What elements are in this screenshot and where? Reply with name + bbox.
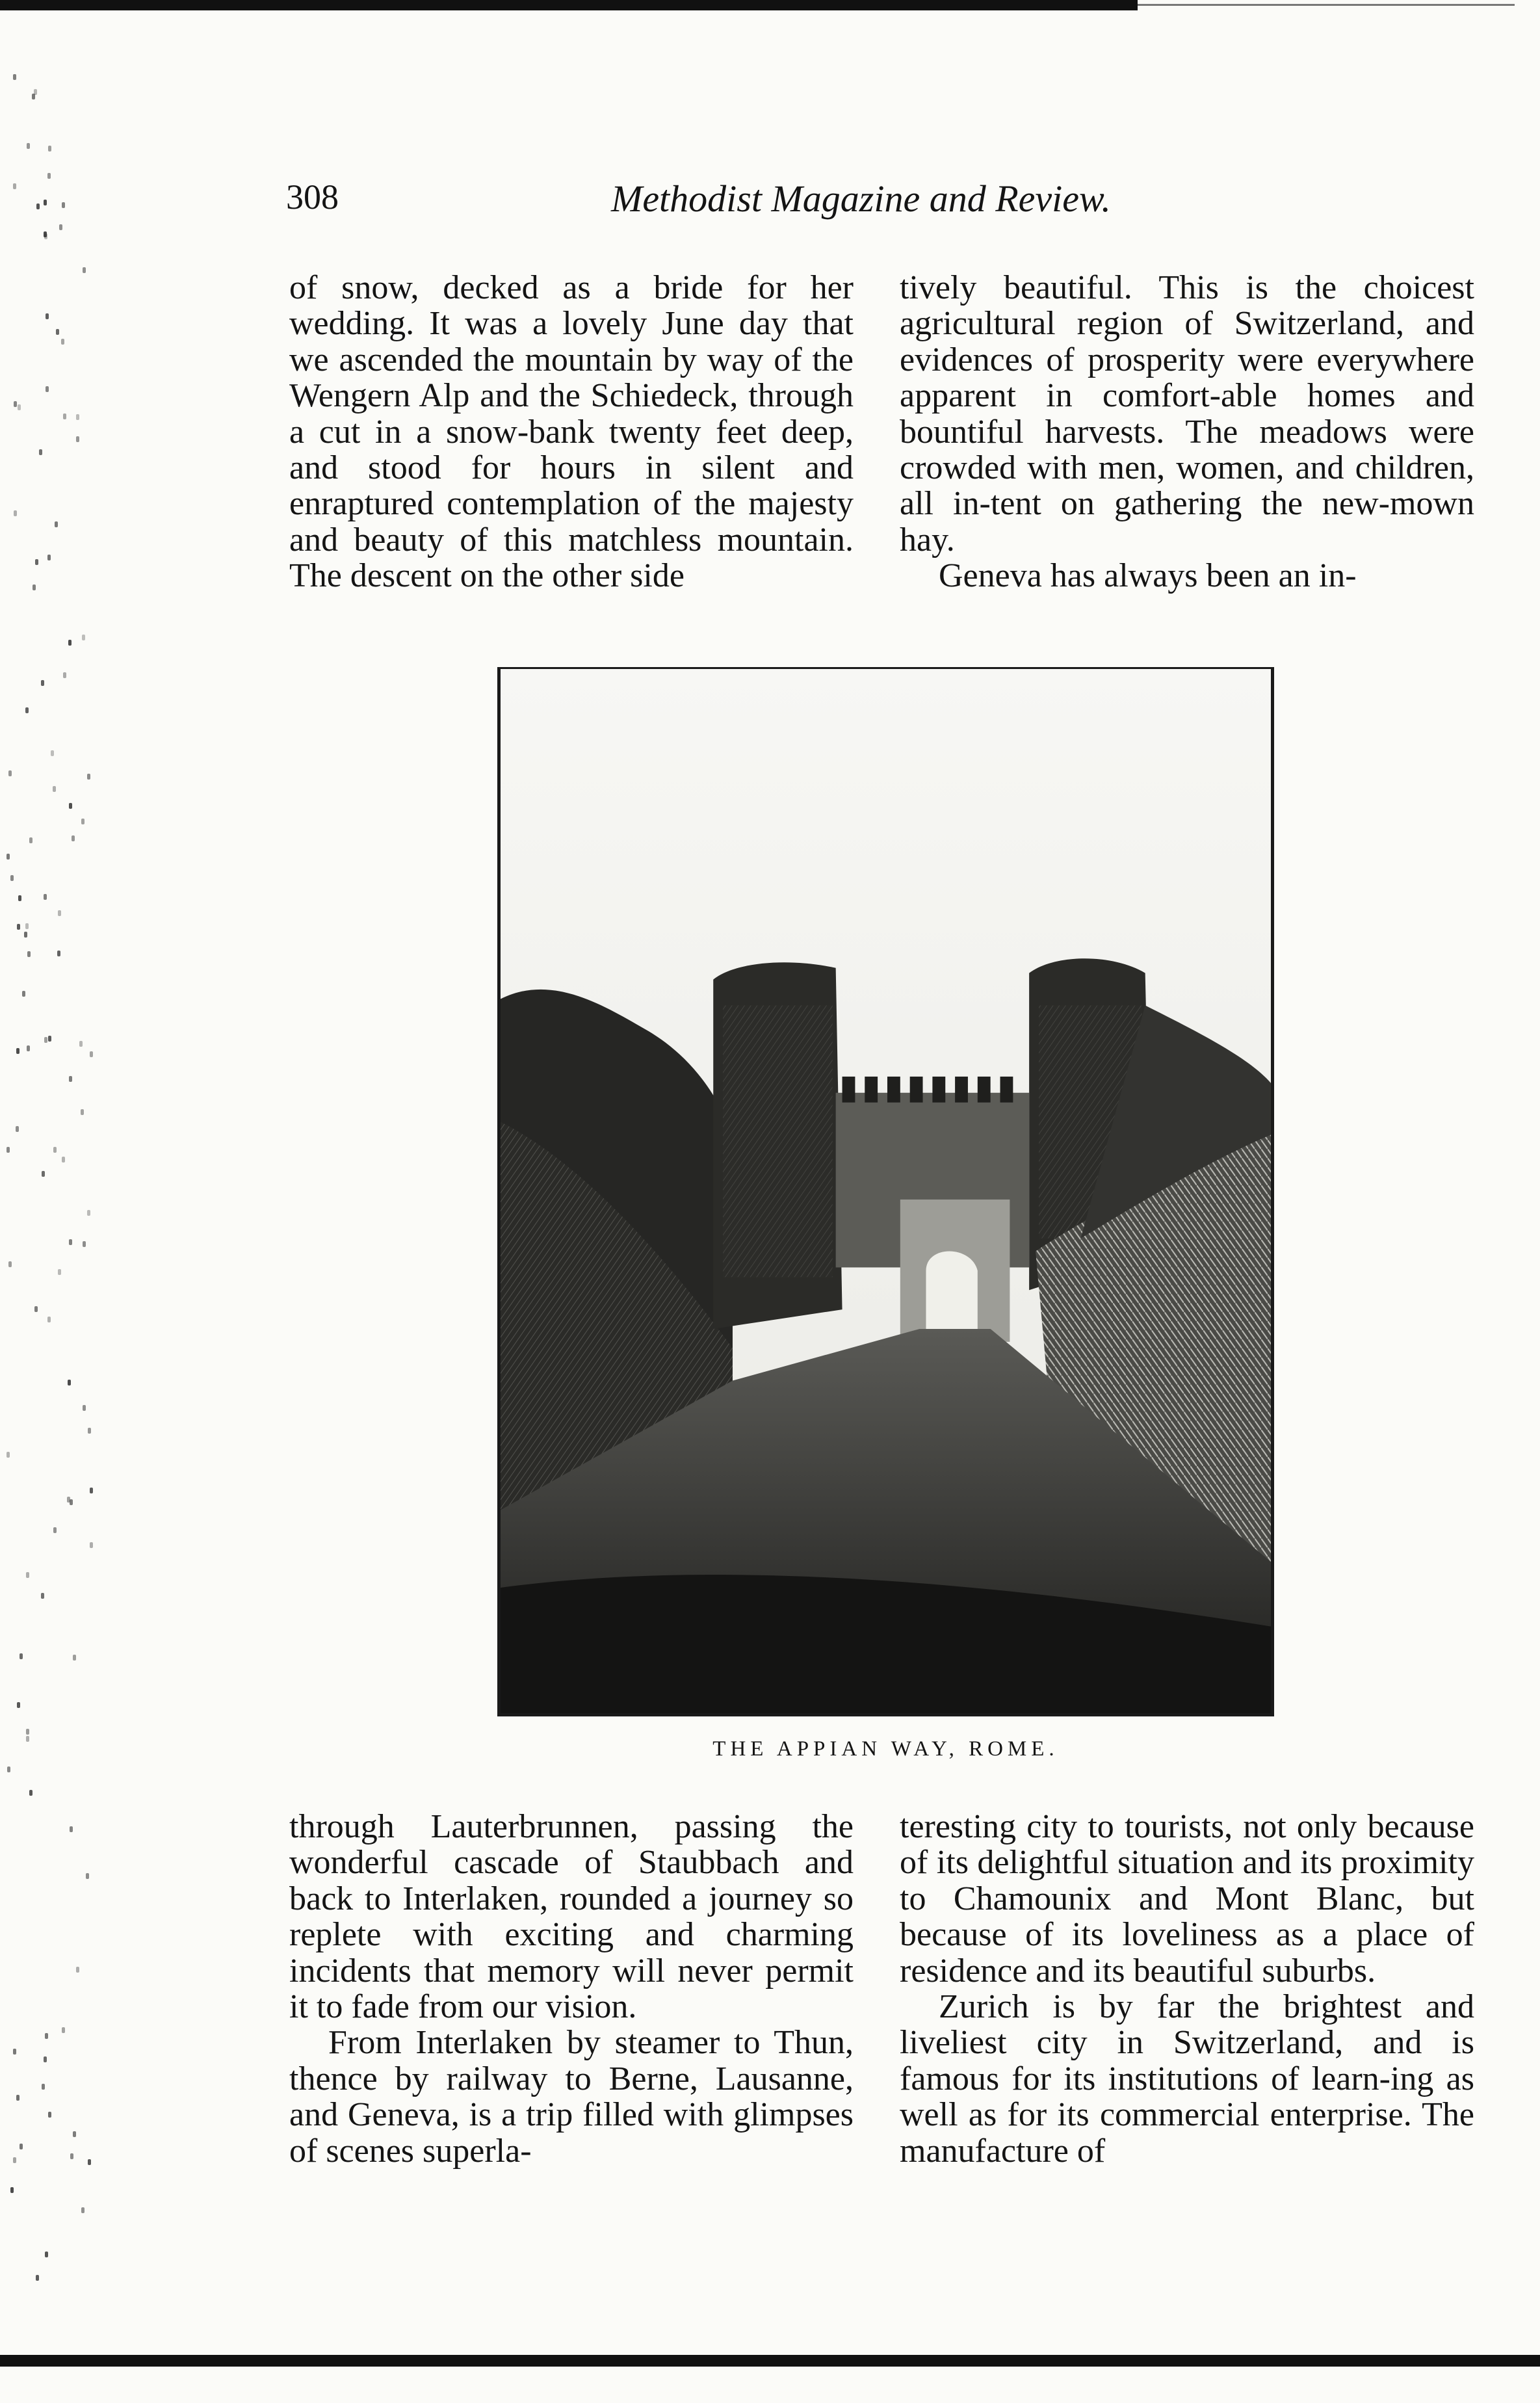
scan-speck: [70, 1826, 73, 1832]
scan-speck: [72, 835, 75, 841]
scan-speck: [42, 1171, 45, 1177]
scan-speck: [14, 510, 17, 516]
scan-speck: [26, 1736, 29, 1742]
scan-speck: [62, 1157, 65, 1162]
scan-speck: [87, 1210, 90, 1216]
scan-speck: [36, 204, 40, 209]
scan-speck: [76, 1967, 79, 1973]
scan-speck: [44, 2056, 47, 2062]
page-number: 308: [286, 177, 339, 217]
scan-speck: [18, 404, 21, 410]
scan-speck: [63, 672, 66, 678]
scan-speck: [51, 750, 54, 756]
scan-speck: [27, 1045, 30, 1051]
bottom-border-rule: [0, 2355, 1540, 2367]
scan-speck: [33, 584, 36, 590]
paragraph: tively beautiful. This is the choicest agricultural region of Switzerland, and evidences of prosperity were everywhere apparent in comfort-able homes and bountiful harvests. The meadows were crowded with men, women, and children, all in-tent on gathering the new-mown hay.: [900, 269, 1474, 558]
scan-speck: [88, 2159, 91, 2165]
scan-speck: [25, 707, 29, 713]
scan-speck: [83, 1405, 86, 1411]
scan-speck: [7, 1766, 10, 1772]
scan-speck: [46, 386, 49, 392]
scan-speck: [57, 951, 60, 956]
scan-speck: [34, 89, 37, 95]
scan-speck: [13, 74, 16, 80]
scan-speck: [58, 910, 61, 916]
scan-speck: [73, 1655, 76, 1661]
scan-speck: [82, 635, 85, 640]
scan-speck: [20, 2144, 23, 2149]
scan-speck: [90, 1051, 93, 1057]
figure-caption: THE APPIAN WAY, ROME.: [712, 1737, 1059, 1761]
page-header: [286, 177, 1261, 229]
scan-speck: [81, 819, 85, 824]
scan-speck: [76, 436, 79, 442]
scan-speck: [17, 924, 20, 930]
scan-speck: [14, 401, 17, 407]
scan-speck: [10, 2187, 14, 2193]
scan-speck: [70, 2153, 73, 2159]
scan-speck: [45, 2252, 48, 2257]
column-top-right: [900, 270, 1474, 594]
scan-speck: [27, 951, 31, 957]
scan-speck: [81, 1109, 84, 1115]
scan-speck: [18, 895, 21, 901]
scan-speck: [45, 2033, 48, 2039]
scan-speck: [26, 1572, 29, 1578]
scan-speck: [73, 2131, 76, 2137]
scan-speck: [34, 1306, 38, 1312]
scan-speck: [90, 1542, 93, 1548]
engraving-appian-way: [497, 667, 1274, 1716]
scan-speck: [29, 837, 33, 843]
scan-speck: [7, 1147, 10, 1153]
scan-speck: [44, 231, 47, 237]
scan-speck: [44, 200, 47, 205]
paragraph: From Interlaken by steamer to Thun, thence by railway to Berne, Lausanne, and Geneva, is a trip filled with glimpses of scenes superla-: [289, 2024, 854, 2170]
top-border-rule: [0, 0, 1138, 10]
scan-speck: [62, 2027, 65, 2033]
scan-speck: [61, 339, 64, 345]
scan-speck: [62, 202, 65, 208]
scan-speck: [10, 875, 14, 881]
scan-speck: [46, 313, 49, 319]
scan-speck: [44, 1037, 47, 1043]
scan-speck: [90, 1488, 93, 1493]
scan-speck: [24, 932, 27, 938]
scan-speck: [35, 559, 38, 565]
scan-speck: [69, 1239, 72, 1245]
scan-speck: [56, 329, 59, 335]
scan-speck: [48, 146, 51, 151]
scan-speck: [68, 640, 72, 646]
scan-speck: [7, 1452, 10, 1458]
scan-speck: [87, 774, 90, 780]
scan-edge-specks: [7, 26, 98, 2341]
scan-speck: [7, 854, 10, 860]
scan-speck: [17, 1702, 20, 1708]
scan-speck: [69, 1076, 72, 1082]
scan-speck: [41, 680, 44, 686]
scan-speck: [39, 449, 42, 455]
scan-speck: [55, 521, 58, 527]
column-bottom-left: [289, 1809, 854, 2169]
scan-speck: [81, 2207, 85, 2213]
scan-speck: [63, 414, 66, 419]
scan-speck: [20, 1653, 23, 1659]
scan-speck: [27, 143, 30, 149]
scan-speck: [42, 2084, 45, 2090]
scan-speck: [8, 770, 12, 776]
scan-speck: [79, 1041, 83, 1047]
scan-speck: [47, 1317, 51, 1322]
scan-speck: [13, 2049, 16, 2055]
column-bottom-right: [900, 1809, 1474, 2169]
scan-speck: [16, 2095, 20, 2101]
scan-speck: [83, 1241, 86, 1247]
scan-speck: [29, 1790, 33, 1796]
scan-speck: [58, 1269, 61, 1275]
scan-speck: [88, 1428, 91, 1434]
scan-speck: [83, 267, 86, 273]
scan-speck: [69, 803, 72, 809]
scan-speck: [68, 1380, 71, 1385]
paragraph: through Lauterbrunnen, passing the wonderful cascade of Staubbach and back to Interlaken, rounded a journey so replete with exciting and charming incidents that memory will never permit it to fade from our vision.: [289, 1808, 854, 2026]
scan-speck: [8, 1261, 12, 1267]
scan-speck: [76, 414, 79, 420]
scan-speck: [48, 1036, 51, 1042]
scan-speck: [44, 894, 47, 900]
scan-speck: [59, 224, 62, 230]
top-border-rule-thin: [1138, 4, 1515, 6]
scan-speck: [47, 555, 51, 560]
scan-speck: [53, 786, 56, 792]
paragraph: teresting city to tourists, not only because of its delightful situation and its proximity to Chamounix and Mont Blanc, but because of its loveliness as a place of residence and its beautiful suburbs.: [900, 1808, 1474, 1989]
scan-speck: [48, 2112, 51, 2118]
scan-speck: [25, 923, 29, 929]
scan-speck: [36, 2275, 39, 2281]
scan-speck: [47, 173, 51, 179]
scan-speck: [53, 1147, 57, 1153]
engraving-illustration: [501, 669, 1271, 1713]
paragraph: Zurich is by far the brightest and liveliest city in Switzerland, and is famous for its institutions of learn-ing as well as for its commercial enterprise. The manufacture of: [900, 1988, 1474, 2170]
scan-speck: [13, 183, 16, 189]
scan-speck: [53, 1527, 57, 1533]
scan-speck: [16, 1048, 20, 1054]
scan-speck: [67, 1497, 70, 1503]
scan-speck: [41, 1593, 44, 1599]
running-head: Methodist Magazine and Review.: [611, 177, 1111, 220]
scan-speck: [13, 2157, 16, 2163]
scan-speck: [86, 1873, 89, 1879]
scan-speck: [16, 1126, 19, 1132]
scan-speck: [26, 1729, 29, 1735]
paragraph: Geneva has always been an in-: [939, 557, 1357, 595]
paragraph: of snow, decked as a bride for her wedding. It was a lovely June day that we ascended the mountain by way of the Wengern Alp and the Schiedeck, through a cut in a snow-bank twenty feet deep, and stood for hours in silent and enraptured contemplation of the majesty and beauty of this matchless mountain. The descent on the other side: [289, 269, 854, 595]
column-top-left: [289, 270, 854, 594]
scan-speck: [22, 991, 25, 997]
